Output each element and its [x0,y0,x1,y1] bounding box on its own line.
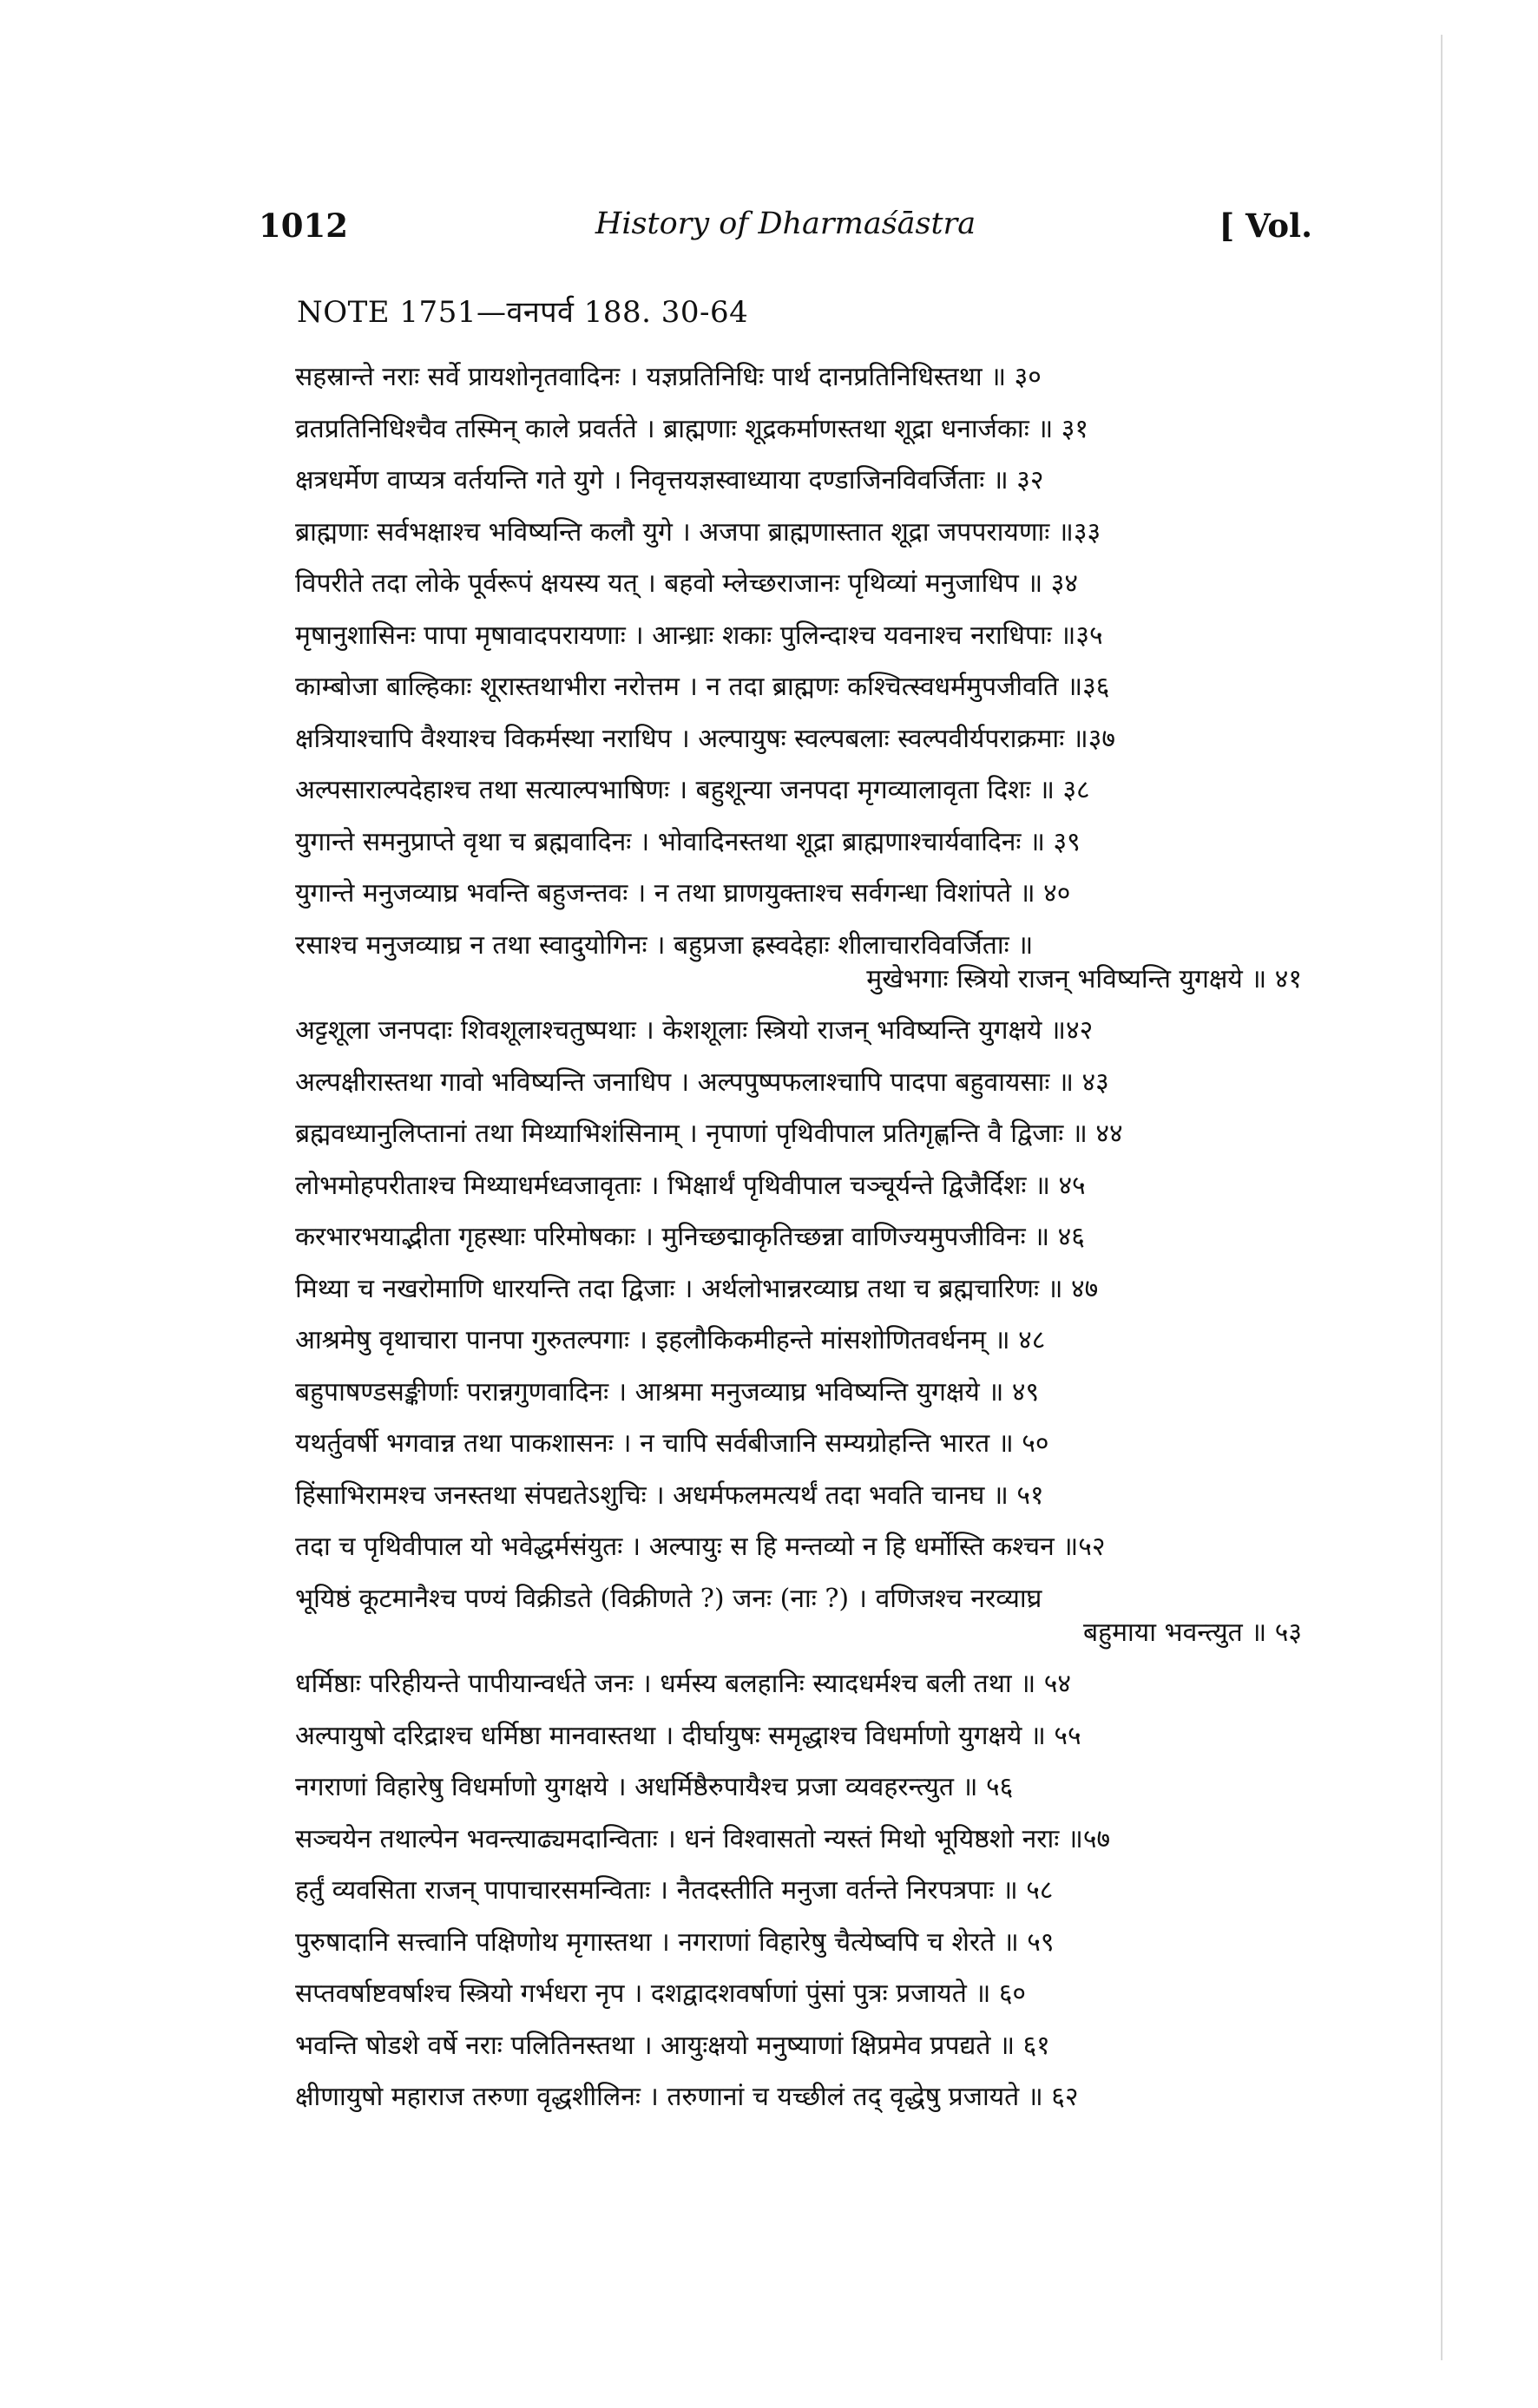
verse-line [295,722,1311,756]
verse-text: हर्तुं व्यवसिता राजन् पापाचारसमन्विताः । नैतदस्तीति मनुजा वर्तन्ते निरपत्रपाः ॥ ५८ [295,1875,1054,1906]
verse-text: मिथ्या च नखरोमाणि धारयन्ति तदा द्विजाः । अर्थलोभान्नरव्याघ्र तथा च ब्रह्मचारिणः ॥ ४७ [295,1273,1099,1304]
verse-text: व्रतप्रतिनिधिश्चैव तस्मिन् काले प्रवर्तते । ब्राह्मणाः शूद्रकर्माणस्तथा शूद्रा धनार्जकाः ॥ ३१ [295,413,1089,444]
verse-text: भूयिष्ठं कूटमानैश्च पण्यं विक्रीडते (विक्रीणते ?) जनः (नाः ?) । वणिजश्च नरव्याघ्र [295,1583,1042,1614]
scan-edge-line [1441,35,1443,2360]
verse-line [295,928,1311,996]
page-header [259,207,1312,259]
verse-text: अल्पसाराल्पदेहाश्च तथा सत्याल्पभाषिणः । बहुशून्या जनपदा मृगव्यालावृता दिशः ॥ ३८ [295,775,1090,805]
verse-line [295,1169,1311,1203]
verse-line [295,1220,1311,1254]
verse-text: विपरीते तदा लोके पूर्वरूपं क्षयस्य यत् । बहवो म्लेच्छराजानः पृथिव्यां मनुजाधिप ॥ ३४ [295,568,1078,599]
volume-label: [ Vol. [1219,207,1312,245]
verse-line [295,876,1311,910]
verse-line [295,773,1311,807]
verse-text: रसाश्च मनुजव्याघ्र न तथा स्वादुयोगिनः । बहुप्रजा ह्रस्वदेहाः शीलाचारविवर्जिताः ॥ [295,929,1034,961]
verse-text: धर्मिष्ठाः परिहीयन्ते पापीयान्वर्धते जनः । धर्मस्य बलहानिः स्यादधर्मश्च बली तथा ॥ ५४ [295,1669,1071,1699]
verse-line [295,360,1311,394]
verse-line [295,670,1311,704]
verse-line [295,825,1311,859]
verse-line [295,1066,1311,1099]
verse-line [295,1014,1311,1047]
verse-text: सञ्चयेन तथाल्पेन भवन्त्याढ्यमदान्विताः । धनं विश्वासतो न्यस्तं मिथो भूयिष्ठशो नराः ॥५७ [295,1823,1111,1854]
verse-list [295,360,1311,2132]
verse-line [295,1117,1311,1151]
verse-line [295,412,1311,446]
verse-text: लोभमोहपरीताश्च मिथ्याधर्मध्वजावृताः । भिक्षार्थं पृथिवीपाल चञ्चूर्यन्ते द्विजैर्दिशः ॥ ४५ [295,1170,1086,1201]
note-heading: NOTE 1751—वनपर्व 188. 30-64 [297,295,749,330]
verse-line [295,1323,1311,1357]
verse-text: ब्रह्मवध्यानुलिप्तानां तथा मिथ्याभिशंसिनाम् । नृपाणां पृथिवीपाल प्रतिगृह्णन्ति वै द्विजाः ॥ ४४ [295,1119,1123,1149]
verse-line [295,567,1311,600]
verse-line [295,463,1311,497]
verse-text: अल्पायुषो दरिद्राश्च धर्मिष्ठा मानवास्तथा । दीर्घायुषः समृद्धाश्च विधर्माणो युगक्षये ॥ ५५ [295,1720,1081,1751]
verse-text: तदा च पृथिवीपाल यो भवेद्धर्मसंयुतः । अल्पायुः स हि मन्तव्यो न हि धर्मोस्ति कश्चन ॥५२ [295,1532,1106,1562]
verse-text: काम्बोजा बाल्हिकाः शूरास्तथाभीरा नरोत्तम । न तदा ब्राह्मणः कश्चित्स्वधर्ममुपजीवति ॥३६ [295,672,1110,702]
verse-text: यथर्तुवर्षी भगवान्न तथा पाकशासनः । न चापि सर्वबीजानि सम्यग्रोहन्ति भारत ॥ ५० [295,1428,1049,1459]
verse-line [295,2080,1311,2114]
verse-line [295,619,1311,653]
verse-text: युगान्ते समनुप्राप्ते वृथा च ब्रह्मवादिनः । भोवादिनस्तथा शूद्रा ब्राह्मणाश्चार्यवादिनः ॥ ३९ [295,826,1081,857]
verse-text: मृषानुशासिनः पापा मृषावादपरायणाः । आन्ध्राः शकाः पुलिन्दाश्च यवनाश्च नराधिपाः ॥३५ [295,620,1103,651]
verse-line [295,1719,1311,1753]
verse-line [295,1375,1311,1409]
verse-line [295,1272,1311,1306]
verse-line [295,1926,1311,1959]
verse-text: बहुपाषण्डसङ्कीर्णाः परान्नगुणवादिनः । आश्रमा मनुजव्याघ्र भविष्यन्ति युगक्षये ॥ ४९ [295,1376,1040,1407]
verse-line [295,1530,1311,1564]
verse-text: भवन्ति षोडशे वर्षे नराः पलितिनस्तथा । आयुःक्षयो मनुष्याणां क्षिप्रमेव प्रपद्यते ॥ ६१ [295,2030,1050,2061]
verse-text: पुरुषादानि सत्त्वानि पक्षिणोथ मृगास्तथा । नगराणां विहारेषु चैत्येष्वपि च शेरते ॥ ५९ [295,1926,1055,1958]
verse-text: सप्तवर्षाष्टवर्षाश्च स्त्रियो गर्भधरा नृप । दशद्वादशवर्षाणां पुंसां पुत्रः प्रजायते ॥ ६० [295,1978,1027,2009]
verse-text: युगान्ते मनुजव्याघ्र भवन्ति बहुजन्तवः । न तथा घ्राणयुक्ताश्च सर्वगन्धा विशांपते ॥ ४० [295,878,1071,909]
verse-line [295,2029,1311,2063]
verse-line [295,1822,1311,1856]
verse-continuation: बहुमाया भवन्त्युत ॥ ५३ [1083,1617,1302,1648]
verse-text: अल्पक्षीरास्तथा गावो भविष्यन्ति जनाधिप । अल्पपुष्पफलाश्चापि पादपा बहुवायसाः ॥ ४३ [295,1066,1109,1098]
verse-text: हिंसाभिरामश्च जनस्तथा संपद्यतेऽशुचिः । अधर्मफलमत्यर्थं तदा भवति चानघ ॥ ५१ [295,1480,1044,1511]
page-number: 1012 [259,207,348,245]
verse-text: नगराणां विहारेषु विधर्माणो युगक्षये । अधर्मिष्ठैरुपायैश्च प्रजा व्यवहरन्त्युत ॥ ५६ [295,1772,1014,1802]
running-title: History of Dharmaśāstra [595,207,976,241]
verse-line [295,1977,1311,2011]
verse-continuation: मुखेभगाः स्त्रियो राजन् भविष्यन्ति युगक्षये ॥ ४१ [866,963,1302,994]
verse-text: सहस्रान्ते नराः सर्वे प्रायशोनृतवादिनः । यज्ञप्रतिनिधिः पार्थ दानप्रतिनिधिस्तथा ॥ ३० [295,362,1042,392]
verse-line [295,515,1311,549]
verse-line [295,1427,1311,1460]
verse-text: क्षत्रधर्मेण वाप्यत्र वर्तयन्ति गते युगे । निवृत्तयज्ञस्वाध्याया दण्डाजिनविवर्जिताः ॥ ३२ [295,465,1044,495]
verse-text: अट्टशूला जनपदाः शिवशूलाश्चतुष्पथाः । केशशूलाः स्त्रियो राजन् भविष्यन्ति युगक्षये ॥४२ [295,1015,1094,1046]
verse-text: क्षीणायुषो महाराज तरुणा वृद्धशीलिनः । तरुणानां च यच्छीलं तद् वृद्धेषु प्रजायते ॥ ६२ [295,2082,1079,2112]
verse-line [295,1770,1311,1804]
verse-line [295,1667,1311,1701]
verse-text: क्षत्रियाश्चापि वैश्याश्च विकर्मस्था नराधिप । अल्पायुषः स्वल्पबलाः स्वल्पवीर्यपराक्रमाः ॥३७ [295,723,1115,754]
verse-line [295,1582,1311,1650]
verse-line [295,1873,1311,1907]
verse-text: ब्राह्मणाः सर्वभक्षाश्च भविष्यन्ति कलौ युगे । अजपा ब्राह्मणास्तात शूद्रा जपपरायणाः ॥३३ [295,516,1101,548]
verse-line [295,1479,1311,1512]
verse-text: आश्रमेषु वृथाचारा पानपा गुरुतल्पगाः । इहलौकिकमीहन्ते मांसशोणितवर्धनम् ॥ ४८ [295,1325,1046,1355]
verse-text: करभारभयाद्भीता गृहस्थाः परिमोषकाः । मुनिच्छद्माकृतिच्छन्ना वाणिज्यमुपजीविनः ॥ ४६ [295,1222,1085,1252]
